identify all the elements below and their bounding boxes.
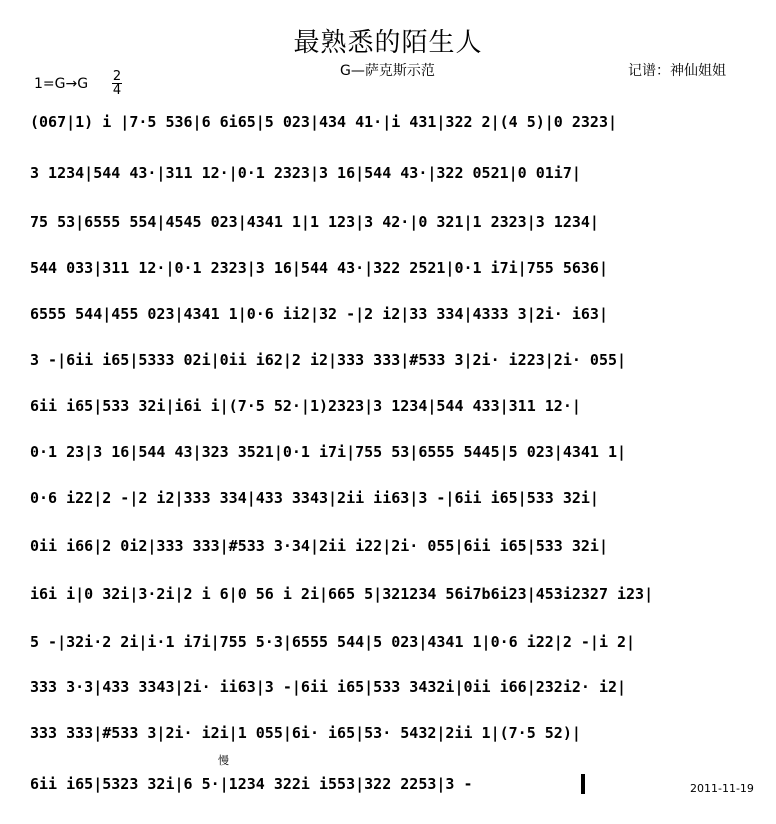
score-line-6: 3 -|6ii i65|5333 02i|0ii i62|2 i2|333 333|#533 3|2i· i223|2i· 055| <box>30 351 627 369</box>
score-line-12: 5 -|32i·2 2i|i·1 i7i|755 5·3|6555 544|5 023|4341 1|0·6 i22|2 -|i 2| <box>30 633 636 651</box>
score-line-3: 75 53|6555 554|4545 023|4341 1|1 123|3 42·|0 321|1 2323|3 1234| <box>30 213 599 231</box>
score-line-13: 333 3·3|433 3343|2i· ii63|3 -|6ii i65|533 3432i|0ii i66|232i2· i2| <box>30 678 627 696</box>
score-line-14: 333 333|#533 3|2i· i2i|1 055|6i· i65|53· 5432|2ii 1|(7·5 52)| <box>30 724 581 742</box>
date: 2011-11-19 <box>690 782 754 795</box>
score-line-5: 6555 544|455 023|4341 1|0·6 ii2|32 -|2 i2|33 334|4333 3|2i· i63| <box>30 305 608 323</box>
key-signature: 1=G→G <box>34 76 89 92</box>
subtitle: G—萨克斯示范 <box>340 63 435 79</box>
notation-credit: 记谱：神仙姐姐 <box>628 63 726 79</box>
score-line-4: 544 033|311 12·|0·1 2323|3 16|544 43·|322 2521|0·1 i7i|755 5636| <box>30 259 608 277</box>
time-signature <box>112 70 122 97</box>
time-signature-bottom: 4 <box>112 83 122 98</box>
final-barline <box>581 774 585 794</box>
score-line-9: 0·6 i22|2 -|2 i2|333 334|433 3343|2ii ii63|3 -|6ii i65|533 32i| <box>30 489 599 507</box>
time-signature-top: 2 <box>112 69 122 84</box>
score-line-11: i6i i|0 32i|3·2i|2 i 6|0 56 i 2i|665 5|321234 56i7b6i23|453i2327 i23| <box>30 585 654 603</box>
score-line-7: 6ii i65|533 32i|i6i i|(7·5 52·|1)2323|3 1234|544 433|311 12·| <box>30 397 581 415</box>
score-line-1: (067|1) i |7·5 536|6 6i65|5 023|434 41·|i 431|322 2|(4 5)|0 2323| <box>30 113 617 131</box>
score-line-8: 0·1 23|3 16|544 43|323 3521|0·1 i7i|755 53|6555 5445|5 023|4341 1| <box>30 443 627 461</box>
song-title: 最熟悉的陌生人 <box>293 28 483 58</box>
tempo-mark: 慢 <box>218 754 229 767</box>
score-line-10: 0ii i66|2 0i2|333 333|#533 3·34|2ii i22|2i· 055|6ii i65|533 32i| <box>30 537 608 555</box>
score-line-15: 6ii i65|5323 32i|6 5·|1234 322i i553|322 2253|3 - <box>30 775 473 793</box>
score-line-2: 3 1234|544 43·|311 12·|0·1 2323|3 16|544 43·|322 0521|0 01i7| <box>30 164 581 182</box>
